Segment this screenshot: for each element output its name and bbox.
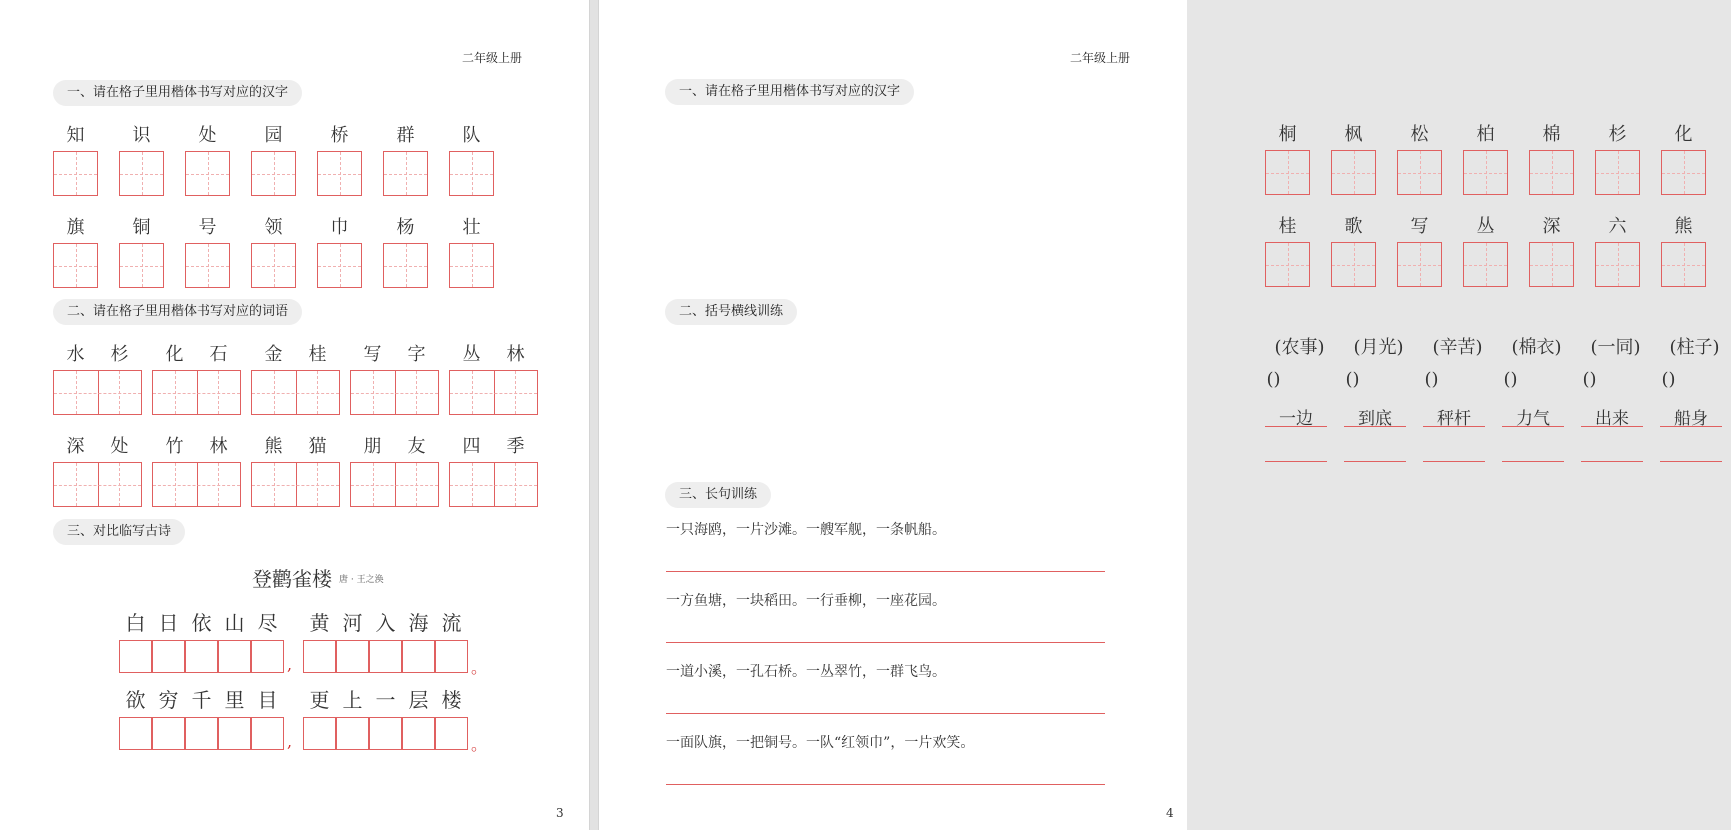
grid-guide (318, 266, 361, 267)
writing-cell[interactable] (449, 243, 494, 288)
bracket-word: (辛苦) (1432, 337, 1483, 358)
left-bracket: ( (1582, 369, 1590, 390)
character-label: 桐 (1278, 124, 1297, 145)
poem-character: 日 (158, 611, 179, 635)
grid-guide (351, 485, 438, 486)
poem-character: 一 (375, 688, 396, 712)
poem-character: 黄 (309, 611, 330, 635)
character-label: 熊 (1674, 216, 1693, 237)
grid-guide (1662, 265, 1705, 266)
grid-guide (1530, 173, 1573, 174)
character-label: 号 (198, 217, 217, 238)
character-label: 知 (66, 125, 85, 146)
writing-cell[interactable] (251, 243, 296, 288)
section-title-words: 二、请在格子里用楷体书写对应的词语 (53, 299, 302, 325)
word-character-label: 友 (407, 436, 426, 457)
empty-bracket[interactable] (1658, 369, 1731, 390)
right-bracket: ) (1273, 369, 1281, 390)
answer-line[interactable] (1502, 461, 1564, 462)
bracket-pair (1425, 369, 1491, 390)
right-bracket: ) (1510, 369, 1518, 390)
word-character-label: 桂 (308, 344, 327, 365)
writing-cell[interactable] (119, 151, 164, 196)
grid-guide (450, 393, 537, 394)
grid-guide (1662, 173, 1705, 174)
word-writing-cell[interactable] (350, 370, 439, 415)
writing-cell[interactable] (1463, 150, 1508, 195)
word-character-label: 熊 (264, 436, 283, 457)
grid-guide (1398, 173, 1441, 174)
period-mark: 。 (471, 658, 488, 677)
grid-guide (1596, 173, 1639, 174)
writing-cell[interactable] (1331, 242, 1376, 287)
grid-guide (252, 485, 339, 486)
grid-guide (1464, 173, 1507, 174)
word-character-label: 丛 (462, 344, 481, 365)
grid-guide (120, 266, 163, 267)
poem-writing-cell[interactable] (369, 640, 402, 673)
period-mark: 。 (471, 735, 488, 754)
writing-cell[interactable] (1595, 242, 1640, 287)
right-bracket: ) (1352, 369, 1360, 390)
character-label: 识 (132, 125, 151, 146)
word-underline (1344, 426, 1406, 427)
grid-guide (450, 266, 493, 267)
writing-cell[interactable] (251, 151, 296, 196)
word-character-label: 四 (462, 436, 481, 457)
word-character-label: 字 (407, 344, 426, 365)
grid-guide (450, 174, 493, 175)
empty-bracket[interactable] (1263, 369, 1336, 390)
writing-cell[interactable] (1265, 150, 1310, 195)
grid-guide (1398, 265, 1441, 266)
grid-guide (384, 266, 427, 267)
word-character-label: 竹 (165, 436, 184, 457)
word-underline (1502, 426, 1564, 427)
left-bracket: ( (1345, 369, 1353, 390)
writing-cell[interactable] (383, 243, 428, 288)
grid-guide (153, 393, 240, 394)
left-bracket: ( (1661, 369, 1669, 390)
empty-bracket[interactable] (1500, 369, 1573, 390)
sentence-answer-line[interactable] (666, 784, 1105, 785)
page-gutter (589, 0, 599, 830)
grid-guide (1266, 173, 1309, 174)
section-title-sentences: 三、长句训练 (665, 482, 771, 508)
word-writing-cell[interactable] (350, 462, 439, 507)
left-bracket: ( (1503, 369, 1511, 390)
left-bracket: ( (1424, 369, 1432, 390)
writing-cell[interactable] (449, 151, 494, 196)
right-bracket: ) (1668, 369, 1676, 390)
word-writing-cell[interactable] (251, 462, 340, 507)
word-writing-cell[interactable] (449, 370, 538, 415)
page-number: 3 (556, 806, 564, 820)
word-character-label: 写 (363, 344, 382, 365)
poem-character: 目 (257, 688, 278, 712)
word-character-label: 季 (506, 436, 525, 457)
word-underline (1581, 426, 1643, 427)
writing-cell[interactable] (119, 243, 164, 288)
writing-cell[interactable] (1397, 150, 1442, 195)
poem-character: 山 (224, 611, 245, 635)
poem-writing-cell[interactable] (251, 717, 284, 750)
worksheet-page-3 (0, 0, 589, 830)
bracket-word: (月光) (1353, 337, 1404, 358)
sentence-answer-line[interactable] (666, 713, 1105, 714)
character-label: 巾 (330, 217, 349, 238)
word-character-label: 林 (209, 436, 228, 457)
poem-character: 穷 (158, 688, 179, 712)
word-underline (1423, 426, 1485, 427)
word-character-label: 金 (264, 344, 283, 365)
word-character-label: 化 (165, 344, 184, 365)
word-writing-cell[interactable] (449, 462, 538, 507)
grid-guide (252, 174, 295, 175)
page-number: 4 (1166, 806, 1174, 820)
section-title-poem: 三、对比临写古诗 (53, 519, 185, 545)
bracket-word: (农事) (1274, 337, 1325, 358)
left-bracket: ( (1266, 369, 1274, 390)
word-writing-cell[interactable] (251, 370, 340, 415)
underline-word: 出来 (1595, 409, 1629, 429)
grid-guide (153, 485, 240, 486)
poem-character: 海 (408, 611, 429, 635)
grid-guide (54, 485, 141, 486)
poem-character: 入 (375, 611, 396, 635)
underline-word: 力气 (1516, 409, 1550, 429)
right-bracket: ) (1589, 369, 1597, 390)
sentence-answer-line[interactable] (666, 571, 1105, 572)
writing-cell[interactable] (185, 243, 230, 288)
character-label: 松 (1410, 124, 1429, 145)
poem-character: 千 (191, 688, 212, 712)
comma-mark: , (287, 655, 293, 674)
poem-writing-cell[interactable] (152, 717, 185, 750)
character-label: 铜 (132, 217, 151, 238)
writing-cell[interactable] (185, 151, 230, 196)
underline-word: 一边 (1279, 409, 1313, 429)
writing-cell[interactable] (1661, 242, 1706, 287)
poem-character: 白 (125, 611, 146, 635)
word-character-label: 林 (506, 344, 525, 365)
poem-writing-cell[interactable] (402, 640, 435, 673)
writing-cell[interactable] (53, 243, 98, 288)
poem-character: 流 (441, 611, 462, 635)
sentence-answer-line[interactable] (666, 642, 1105, 643)
poem-character: 依 (191, 611, 212, 635)
writing-cell[interactable] (317, 243, 362, 288)
answer-line[interactable] (1344, 461, 1406, 462)
bracket-word: (棉衣) (1511, 337, 1562, 358)
character-label: 化 (1674, 124, 1693, 145)
writing-cell[interactable] (1595, 150, 1640, 195)
grid-guide (54, 393, 141, 394)
character-label: 壮 (462, 217, 481, 238)
writing-cell[interactable] (1529, 242, 1574, 287)
empty-bracket[interactable] (1342, 369, 1415, 390)
bracket-pair (1583, 369, 1649, 390)
poem-character: 里 (224, 688, 245, 712)
writing-cell[interactable] (383, 151, 428, 196)
word-writing-cell[interactable] (53, 370, 142, 415)
poem-writing-cell[interactable] (119, 717, 152, 750)
poem-writing-cell[interactable] (119, 640, 152, 673)
practice-sentence: 一方鱼塘，一块稻田。一行垂柳，一座花园。 (666, 593, 946, 609)
right-bracket: ) (1431, 369, 1439, 390)
empty-bracket[interactable] (1421, 369, 1494, 390)
character-label: 丛 (1476, 216, 1495, 237)
bracket-word: (柱子) (1669, 337, 1720, 358)
poem-writing-cell[interactable] (303, 640, 336, 673)
grid-guide (351, 393, 438, 394)
word-character-label: 深 (66, 436, 85, 457)
writing-cell[interactable] (53, 151, 98, 196)
grid-guide (1266, 265, 1309, 266)
poem-writing-cell[interactable] (251, 640, 284, 673)
grid-guide (1332, 173, 1375, 174)
writing-cell[interactable] (1265, 242, 1310, 287)
poem-character: 上 (342, 688, 363, 712)
grid-guide (54, 266, 97, 267)
writing-cell[interactable] (317, 151, 362, 196)
practice-sentence: 一面队旗，一把铜号。一队“红领巾”，一片欢笑。 (666, 735, 975, 751)
poem-writing-cell[interactable] (369, 717, 402, 750)
poem-writing-cell[interactable] (402, 717, 435, 750)
grid-guide (1596, 265, 1639, 266)
grid-guide (120, 174, 163, 175)
answer-line[interactable] (1581, 461, 1643, 462)
grid-guide (252, 393, 339, 394)
answer-line[interactable] (1265, 461, 1327, 462)
poem-character: 河 (342, 611, 363, 635)
poem-writing-cell[interactable] (435, 717, 468, 750)
writing-cell[interactable] (1463, 242, 1508, 287)
grid-guide (450, 485, 537, 486)
character-label: 队 (462, 125, 481, 146)
character-label: 杨 (396, 217, 415, 238)
character-label: 处 (198, 125, 217, 146)
grid-guide (54, 174, 97, 175)
word-underline (1265, 426, 1327, 427)
grid-guide (1530, 265, 1573, 266)
word-writing-cell[interactable] (152, 370, 241, 415)
character-label: 歌 (1344, 216, 1363, 237)
poem-title: 登鹳雀楼 (252, 567, 332, 591)
comma-mark: , (287, 732, 293, 751)
worksheet-page-4 (599, 0, 1720, 830)
grid-guide (1464, 265, 1507, 266)
poem-writing-cell[interactable] (152, 640, 185, 673)
character-label: 桂 (1278, 216, 1297, 237)
answer-line[interactable] (1423, 461, 1485, 462)
underline-word: 船身 (1674, 409, 1708, 429)
practice-sentence: 一道小溪，一孔石桥。一丛翠竹，一群飞鸟。 (666, 664, 946, 680)
empty-bracket[interactable] (1579, 369, 1652, 390)
word-character-label: 石 (209, 344, 228, 365)
word-underline (1660, 426, 1722, 427)
writing-cell[interactable] (1331, 150, 1376, 195)
character-label: 写 (1410, 216, 1429, 237)
character-label: 领 (264, 217, 283, 238)
poem-writing-cell[interactable] (185, 717, 218, 750)
bracket-pair (1504, 369, 1570, 390)
character-label: 群 (396, 125, 415, 146)
word-character-label: 朋 (363, 436, 382, 457)
grid-guide (186, 174, 229, 175)
section-title-characters: 一、请在格子里用楷体书写对应的汉字 (53, 80, 302, 106)
bracket-pair (1267, 369, 1333, 390)
page-header: 二年级上册 (1070, 51, 1131, 65)
section-title-brackets: 二、括号横线训练 (665, 299, 797, 325)
page-header: 二年级上册 (462, 51, 523, 65)
writing-cell[interactable] (1529, 150, 1574, 195)
grid-guide (186, 266, 229, 267)
word-character-label: 水 (66, 344, 85, 365)
poem-writing-cell[interactable] (336, 717, 369, 750)
character-label: 枫 (1344, 124, 1363, 145)
underline-word: 秤杆 (1437, 409, 1471, 429)
word-writing-cell[interactable] (152, 462, 241, 507)
practice-sentence: 一只海鸥，一片沙滩。一艘军舰，一条帆船。 (666, 522, 946, 538)
poem-writing-cell[interactable] (185, 640, 218, 673)
poem-author: 唐 · 王之涣 (339, 575, 384, 585)
writing-cell[interactable] (1661, 150, 1706, 195)
character-label: 旗 (66, 217, 85, 238)
grid-guide (1332, 265, 1375, 266)
character-label: 园 (264, 125, 283, 146)
word-character-label: 猫 (308, 436, 327, 457)
grid-guide (252, 266, 295, 267)
poem-character: 尽 (257, 611, 278, 635)
poem-writing-cell[interactable] (218, 717, 251, 750)
grid-guide (384, 174, 427, 175)
grid-guide (318, 174, 361, 175)
section-title-characters: 一、请在格子里用楷体书写对应的汉字 (665, 79, 914, 105)
word-writing-cell[interactable] (53, 462, 142, 507)
character-label: 柏 (1476, 124, 1495, 145)
poem-character: 欲 (125, 688, 146, 712)
bracket-pair (1662, 369, 1728, 390)
poem-character: 楼 (441, 688, 462, 712)
answer-line[interactable] (1660, 461, 1722, 462)
bracket-word: (一同) (1590, 337, 1641, 358)
poem-character: 更 (309, 688, 330, 712)
character-label: 深 (1542, 216, 1561, 237)
writing-cell[interactable] (1397, 242, 1442, 287)
poem-character: 层 (408, 688, 429, 712)
word-character-label: 处 (110, 436, 129, 457)
poem-writing-cell[interactable] (218, 640, 251, 673)
character-label: 杉 (1608, 124, 1627, 145)
poem-writing-cell[interactable] (435, 640, 468, 673)
poem-writing-cell[interactable] (336, 640, 369, 673)
poem-writing-cell[interactable] (303, 717, 336, 750)
bracket-pair (1346, 369, 1412, 390)
character-label: 桥 (330, 125, 349, 146)
character-label: 六 (1608, 216, 1627, 237)
underline-word: 到底 (1358, 409, 1392, 429)
word-character-label: 杉 (110, 344, 129, 365)
character-label: 棉 (1542, 124, 1561, 145)
